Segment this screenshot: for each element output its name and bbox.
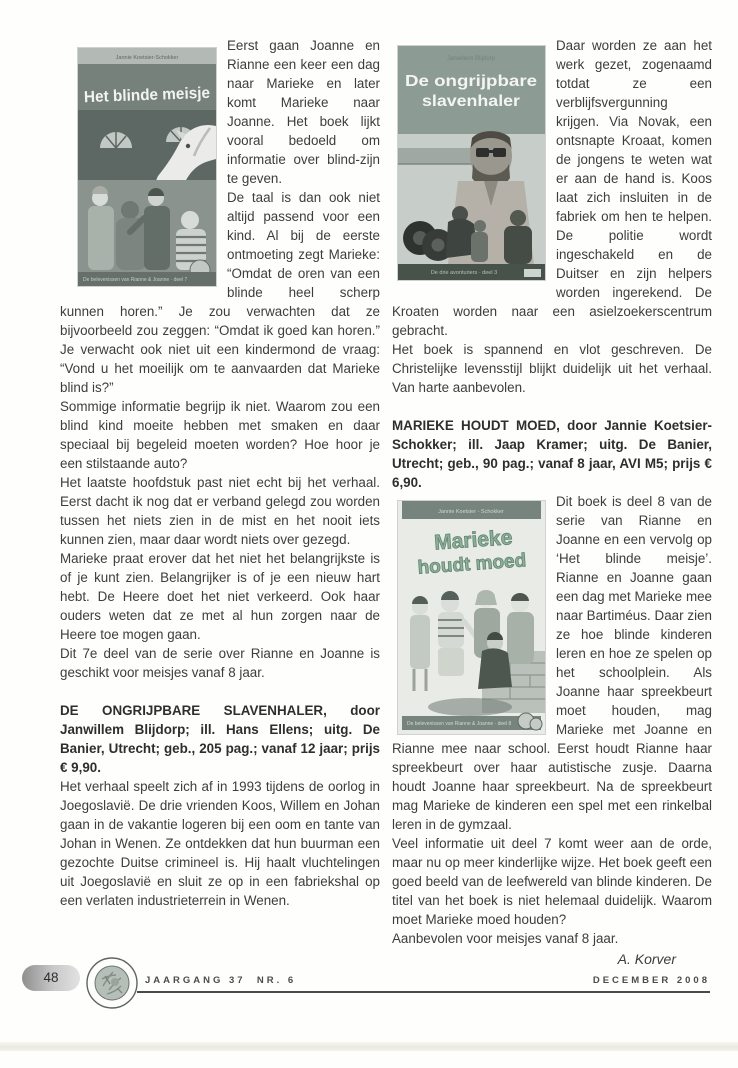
book-cover-marieke-houdt-moed bbox=[398, 501, 545, 734]
right-column bbox=[392, 36, 712, 969]
review-paragraph: Het boek is spannend en vlot geschreven. De Christelijke levensstijl blijkt duidelijk uit het verhaal. Van harte aanbevolen. bbox=[392, 342, 712, 395]
review-paragraph: Dit 7e deel van de serie over Rianne en Joanne is geschikt voor meisjes vanaf 8 jaar. bbox=[60, 646, 380, 680]
review-paragraph: Aanbevolen voor meisjes vanaf 8 jaar. bbox=[392, 931, 619, 946]
review-paragraph: Marieke praat erover dat het niet het belangrijkste is of je kunt zien. Belangrijker is of je een nieuw hart hebt. De Heere doet het niet verkeerd. Ook haar ouders weten dat ze met al hun zorgen naar de Heere toe mogen gaan. bbox=[60, 551, 380, 642]
review-paragraph: Het laatste hoofdstuk past niet echt bij het verhaal. Eerst dacht ik nog dat er verband gelegd zou worden tussen het niets zien in de mist en het nooit iets kunnen zien, maar daar wordt niets over gezegd. bbox=[60, 475, 380, 547]
review-paragraph: Het verhaal speelt zich af in 1993 tijdens de oorlog in Joegoslavië. De drie vrienden Koos, Willem en Johan gaan in de vakantie logeren bij een oom en tante van Johan in Wenen. Ze ontdekken dat hun buurman een gezochte Duitse crimineel is. Hij haalt vluchtelingen uit Joegoslavië en sluit ze op in een fabriekshal op een verlaten industrieterrein in Wenen. bbox=[60, 779, 380, 908]
shadow-shape bbox=[428, 698, 512, 716]
book-cover-illustration-het-blinde-meisje bbox=[78, 48, 216, 286]
cover-credit-text: Jannie Koetsier - Schokker bbox=[438, 509, 504, 515]
cover-title-line1: Marieke bbox=[433, 526, 514, 555]
footer-issue-label: JAARGANG 37 NR. 6 bbox=[145, 975, 297, 986]
cover-series-text: De belevenissen van Rianne & Joanne · deel 8 bbox=[407, 721, 512, 727]
reviewer-signature: A. Korver bbox=[617, 951, 676, 967]
book-cover-illustration-slavenhaler bbox=[398, 46, 545, 280]
cover-vignette-icon bbox=[530, 718, 542, 730]
cover-title-text: Het blinde meisje bbox=[83, 84, 216, 107]
review-paragraph: De taal is dan ook niet altijd passend voor een kind. Al bij de eerste ontmoeting zegt Marieke: “Omdat de oren van een blinde heel scherp kunnen horen.” Je zou verwachten dat ze bijvoorbeeld zou zeggen: “Omdat ik goed kan horen.” Je verwacht ook niet uit een kindermond de vraag: “Vond u het moeilijk om te aanvaarden dat Marieke blind is?” bbox=[60, 190, 380, 395]
page-number-badge: 48 bbox=[22, 965, 80, 991]
book-cover-de-ongrijpbare-slavenhaler bbox=[398, 46, 545, 280]
review-paragraph: Eerst gaan Joanne en Rianne een keer een dag naar Marieke en later komt Marieke naar Joanne. Het boek lijkt vooral bedoeld om informatie over blind-zijn te geven. bbox=[227, 38, 380, 186]
cover-title-line2: slavenhaler bbox=[422, 93, 520, 110]
book-cover-het-blinde-meisje bbox=[78, 48, 216, 286]
cover-title-line1: De ongrijpbare bbox=[405, 73, 538, 90]
footer-rule bbox=[137, 991, 710, 993]
review-heading-slavenhaler: DE ONGRIJPBARE SLAVENHALER, door Janwillem Blijdorp; ill. Hans Ellens; uitg. De Banier, Utrecht; geb., 205 pag.; vanaf 12 jaar; prijs € 9,90. bbox=[60, 703, 380, 775]
cover-title-line2: houdt moed bbox=[416, 550, 527, 579]
review-paragraph: Daar worden ze aan het werk gezet, zogenaamd totdat ze een verblijfsvergunning krijgen. Via Novak, een ontsnapte Kroaat, komen de jongens te weten wat er aan de hand is. Koos laat zich insluiten in de fabriek om hen te helpen. De politie wordt ingeschakeld en de Duitser en zijn helpers worden ingerekend. De Kroaten worden naar een asielzoekerscentrum gebracht. bbox=[392, 38, 712, 338]
review-paragraph: Dit boek is deel 8 van de serie van Rianne en Joanne en een vervolg op ‘Het blinde meisje’. Rianne en Joanne gaan een dag met Marieke mee naar Bartiméus. Daar zien ze hoe blinde kinderen leren en hoe ze spelen op het schoolplein. Als Joanne haar spreekbeurt moet houden, mag Marieke met Joanne en Rianne mee naar school. Eerst houdt Rianne haar spreekbeurt over haar autistische zusje. Daarna houdt Joanne haar spreekbeurt. Na de spreekbeurt mag Marieke de kinderen een spel met een rinkelbal leren in de gymzaal. bbox=[392, 494, 712, 832]
review-heading-marieke: MARIEKE HOUDT MOED, door Jannie Koetsier-Schokker; ill. Jaap Kramer; uitg. De Banier, Utrecht; geb., 90 pag.; vanaf 8 jaar, AVI M5; prijs € 6,90. bbox=[392, 418, 712, 490]
cover-credit-text: Jannie Koetsier-Schokker bbox=[115, 55, 179, 61]
cover-series-text: De drie avonturiers · deel 3 bbox=[430, 270, 498, 276]
page-scan-edge bbox=[0, 1042, 738, 1051]
review-paragraph: Veel informatie uit deel 7 komt weer aan de orde, maar nu op meer kinderlijke wijze. Het boek geeft een goed beeld van de leefwereld van blinde kinderen. De titel van het boek is niet helemaal duidelijk. Waarom moet Marieke moed houden? bbox=[392, 836, 712, 927]
magazine-seal-logo-icon bbox=[85, 956, 139, 1010]
book-cover-illustration-marieke bbox=[398, 501, 545, 734]
left-column bbox=[60, 36, 380, 910]
cover-label-patch bbox=[524, 269, 541, 277]
cover-credit-text: Janwillem Blijdorp bbox=[446, 56, 496, 62]
footer-date-label: DECEMBER 2008 bbox=[592, 975, 710, 986]
cover-series-text: De belevenissen van Rianne & Joanne · deel 7 bbox=[83, 277, 188, 283]
review-paragraph: Sommige informatie begrijp ik niet. Waarom zou een blind kind moeite hebben met smaken en daar speciaal bij begeleid moeten worden? Hoe hoor je een stilstaande auto? bbox=[60, 399, 380, 471]
